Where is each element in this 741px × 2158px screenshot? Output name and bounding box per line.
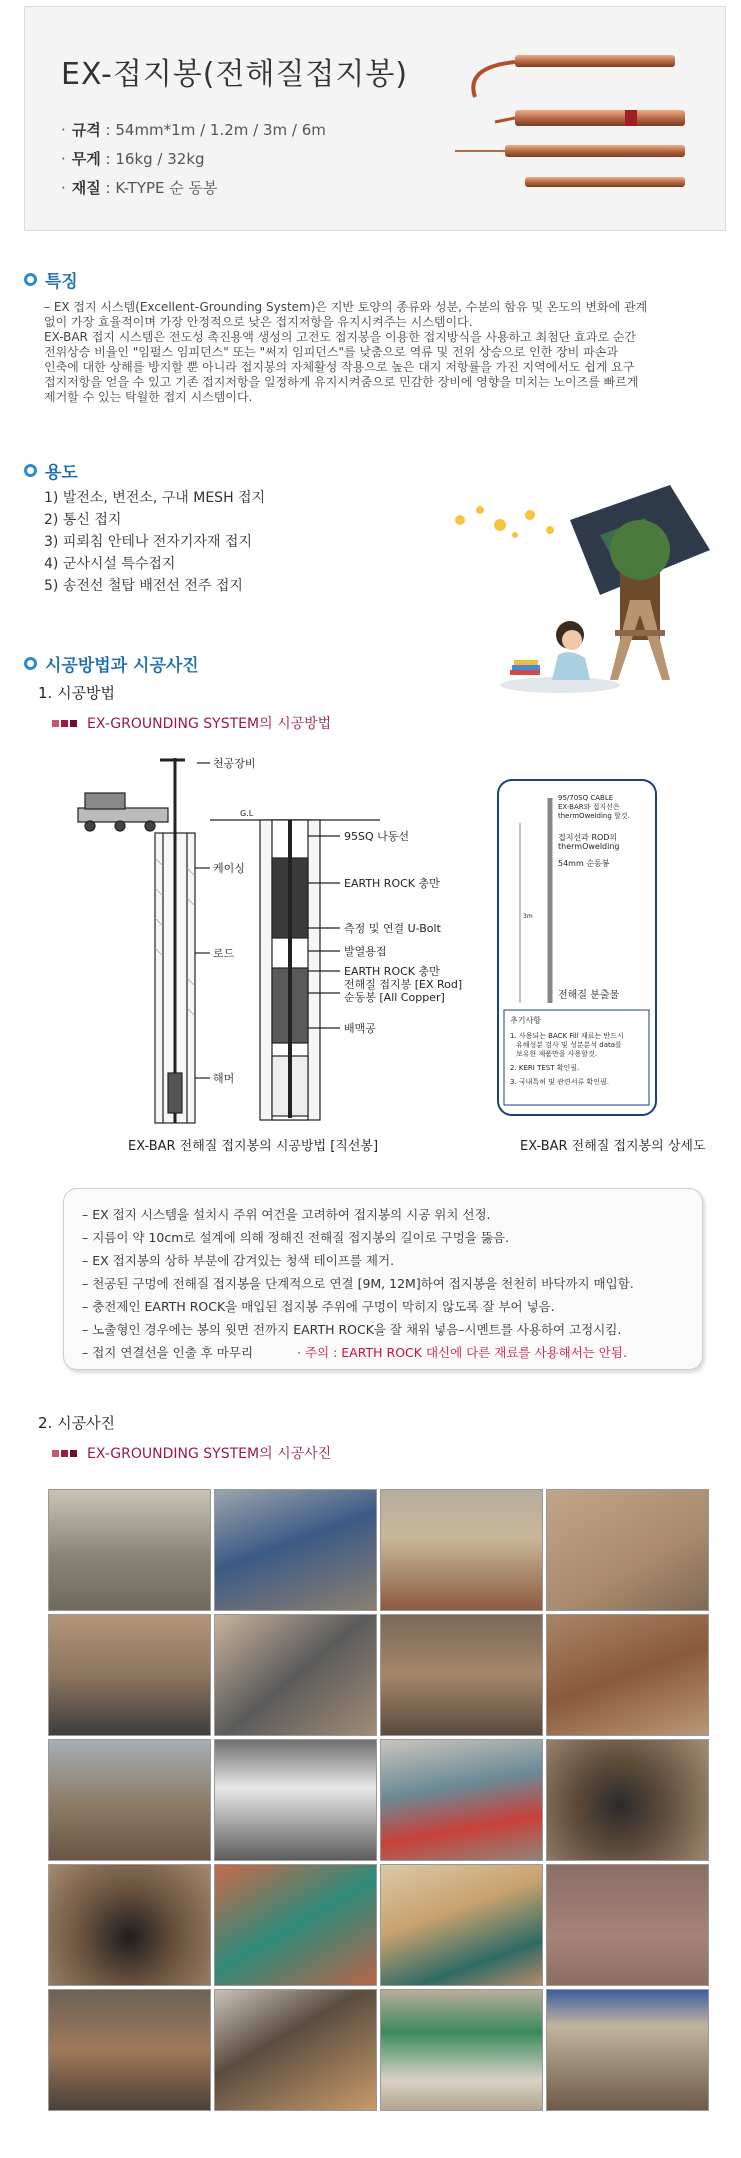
girl-telescope-illustration bbox=[440, 480, 730, 700]
usage-list bbox=[44, 487, 265, 597]
svg-text:54mm 순동봉: 54mm 순동봉 bbox=[558, 859, 610, 868]
svg-text:천공장비: 천공장비 bbox=[213, 757, 256, 770]
grounding-rods-image bbox=[455, 37, 715, 207]
list-item: 1) 발전소, 변전소, 구내 MESH 접지 bbox=[44, 490, 266, 506]
construction-photo bbox=[214, 1489, 377, 1611]
construction-photo bbox=[546, 1739, 709, 1861]
product-title: EX-접지봉(전해질접지봉) bbox=[61, 57, 409, 92]
construction-photo bbox=[546, 1614, 709, 1736]
construction-photo bbox=[380, 1989, 543, 2111]
circle-bullet-icon bbox=[24, 273, 37, 286]
spec-size: · 규격 : 54mm*1m / 1.2m / 3m / 6m bbox=[61, 121, 326, 139]
construction-photo bbox=[48, 1489, 211, 1611]
subsection-photos: 2. 시공사진 bbox=[38, 1414, 116, 1432]
svg-text:배맥공: 배맥공 bbox=[344, 1022, 376, 1035]
photos-title: EX-GROUNDING SYSTEM의 시공사진 bbox=[52, 1443, 331, 1463]
svg-text:전해질 접지봉 [EX Rod]: 전해질 접지봉 [EX Rod] bbox=[344, 978, 463, 991]
section-usage: 용도 bbox=[24, 458, 78, 483]
svg-text:3. 국내특허 및 관련서류 확인필.: 3. 국내특허 및 관련서류 확인필. bbox=[510, 1078, 609, 1086]
list-item: – EX 접지봉의 상하 부분에 감겨있는 청색 테이프를 제거. bbox=[82, 1253, 395, 1268]
diagram-caption-left: EX-BAR 전해질 접지봉의 시공방법 [직선봉] bbox=[128, 1139, 379, 1154]
svg-text:케이싱: 케이싱 bbox=[213, 862, 245, 875]
product-header bbox=[24, 6, 726, 231]
circle-bullet-icon bbox=[24, 657, 37, 670]
svg-text:접지선과 ROD의: 접지선과 ROD의 bbox=[558, 833, 618, 842]
svg-text:측정 및 연결 U-Bolt: 측정 및 연결 U-Bolt bbox=[344, 922, 441, 935]
diagram-caption-right: EX-BAR 전해질 접지봉의 상세도 bbox=[520, 1139, 706, 1154]
svg-text:추기사항: 추기사항 bbox=[510, 1016, 541, 1025]
svg-text:순동봉 [All Copper]: 순동봉 [All Copper] bbox=[344, 991, 445, 1004]
svg-text:1. 사용되는 BACK Fill 재료는 반드시: 1. 사용되는 BACK Fill 재료는 반드시 bbox=[510, 1032, 624, 1040]
list-item: – 지름이 약 10cm로 설계에 의해 정해진 전해질 접지봉의 길이로 구멍을 뚫음. bbox=[82, 1230, 509, 1245]
svg-text:95SQ 나동선: 95SQ 나동선 bbox=[344, 830, 410, 843]
section-features: 특징 bbox=[24, 267, 78, 292]
circle-bullet-icon bbox=[24, 464, 37, 477]
method-title: EX-GROUNDING SYSTEM의 시공방법 bbox=[52, 713, 331, 733]
svg-text:thermOwelding 할것.: thermOwelding 할것. bbox=[558, 812, 630, 820]
svg-text:해머: 해머 bbox=[213, 1072, 235, 1085]
construction-photo bbox=[546, 1989, 709, 2111]
list-item: 2) 통신 접지 bbox=[44, 512, 122, 528]
construction-photo bbox=[380, 1489, 543, 1611]
svg-text:3m: 3m bbox=[523, 913, 533, 920]
construction-photo bbox=[48, 1739, 211, 1861]
construction-photo bbox=[214, 1864, 377, 1986]
spec-weight: · 무게 : 16kg / 32kg bbox=[61, 150, 205, 168]
svg-text:EARTH ROCK 충만: EARTH ROCK 충만 bbox=[344, 877, 440, 890]
construction-photo bbox=[214, 1989, 377, 2111]
svg-text:전해질 분출물: 전해질 분출물 bbox=[558, 990, 620, 1001]
warning-text: · 주의 : EARTH ROCK 대신에 다른 재료를 사용해서는 안됨. bbox=[297, 1345, 627, 1360]
svg-text:thermOwelding: thermOwelding bbox=[558, 842, 620, 851]
list-item: – 노출형인 경우에는 봉의 윗면 전까지 EARTH ROCK을 잘 채워 넣음–시멘트를 사용하여 고정시킴. bbox=[82, 1322, 622, 1337]
list-item: 5) 송전선 철탑 배전선 전주 접지 bbox=[44, 578, 243, 594]
installation-notes-box bbox=[63, 1188, 703, 1370]
svg-text:EX-BAR와 접지선은: EX-BAR와 접지선은 bbox=[558, 803, 620, 811]
construction-photo bbox=[214, 1739, 377, 1861]
construction-photo bbox=[380, 1739, 543, 1861]
list-item: – 천공된 구멍에 전해질 접지봉을 단계적으로 연결 [9M, 12M]하여 접지봉을 천천히 바닥까지 매입함. bbox=[82, 1276, 634, 1291]
svg-text:로드: 로드 bbox=[213, 947, 235, 960]
list-item: – EX 접지 시스템을 설치시 주위 여건을 고려하여 접지봉의 시공 위치 선정. bbox=[82, 1207, 491, 1222]
svg-text:발열용접: 발열용접 bbox=[344, 945, 387, 958]
list-item: – 충전제인 EARTH ROCK을 매입된 접지봉 주위에 구멍이 막히지 않도록 잘 부어 넣음. bbox=[82, 1299, 555, 1314]
construction-photo bbox=[48, 1614, 211, 1736]
construction-photo bbox=[48, 1989, 211, 2111]
svg-text:EARTH ROCK 충만: EARTH ROCK 충만 bbox=[344, 965, 440, 978]
svg-text:유해성분 검사 및 성분분석 data를: 유해성분 검사 및 성분분석 data를 bbox=[516, 1041, 622, 1049]
construction-photo bbox=[546, 1489, 709, 1611]
svg-text:보유한 제품만을 사용할것.: 보유한 제품만을 사용할것. bbox=[516, 1050, 598, 1058]
features-text: – EX 접지 시스템(Excellent-Grounding System)은 지반 토양의 종류와 성분, 수분의 함유 및 온도의 변화에 관계 없이 가장 효율적이며 가장 안정적으로 낮은 접지저항을 유지시켜주는 시스템이다. EX-BAR 접지 시스템은 전도성 촉진용액 생성의 고전도 접지봉을 이용한 접지방식을 사용하고 최첨단 효과로 순간 전위상승 비율인 "임펄스 임피던스" 또는 "써지 임피던스"를 낮춤으로 역류 및 전위 상승으로 인한 장비 파손과 인축에 대한 상해를 방지할 뿐 아니라 접지봉의 자체활성 작용으로 높은 대지 저항률을 가진 지역에서도 쉽게 요구 접지저항을 얻을 수 있고 기존 접지저항을 일정하게 유지시켜줌으로 민감한 장비에 영향을 미치는 노이즈를 빠르게 제거할 수 있는 탁월한 접지 시스템이다. bbox=[44, 300, 648, 404]
subsection-method: 1. 시공방법 bbox=[38, 684, 116, 702]
svg-text:G.L: G.L bbox=[240, 809, 254, 818]
list-item: 3) 피뢰침 안테나 전자기자재 접지 bbox=[44, 534, 252, 550]
list-item: 4) 군사시설 특수접지 bbox=[44, 556, 176, 572]
construction-photo bbox=[380, 1864, 543, 1986]
list-item: – 접지 연결선을 인출 후 마무리 · 주의 : EARTH ROCK 대신에 다른 재료를 사용해서는 안됨. bbox=[82, 1345, 627, 1360]
svg-text:95/70SQ CABLE: 95/70SQ CABLE bbox=[558, 794, 614, 802]
construction-photo bbox=[48, 1864, 211, 1986]
construction-photo bbox=[546, 1864, 709, 1986]
section-method: 시공방법과 시공사진 bbox=[24, 651, 199, 676]
construction-photo bbox=[214, 1614, 377, 1736]
svg-text:2. KERI TEST 확인필.: 2. KERI TEST 확인필. bbox=[510, 1064, 580, 1072]
spec-material: · 재질 : K-TYPE 순 동봉 bbox=[61, 179, 218, 197]
construction-photo bbox=[380, 1614, 543, 1736]
installation-diagram bbox=[60, 738, 740, 1198]
